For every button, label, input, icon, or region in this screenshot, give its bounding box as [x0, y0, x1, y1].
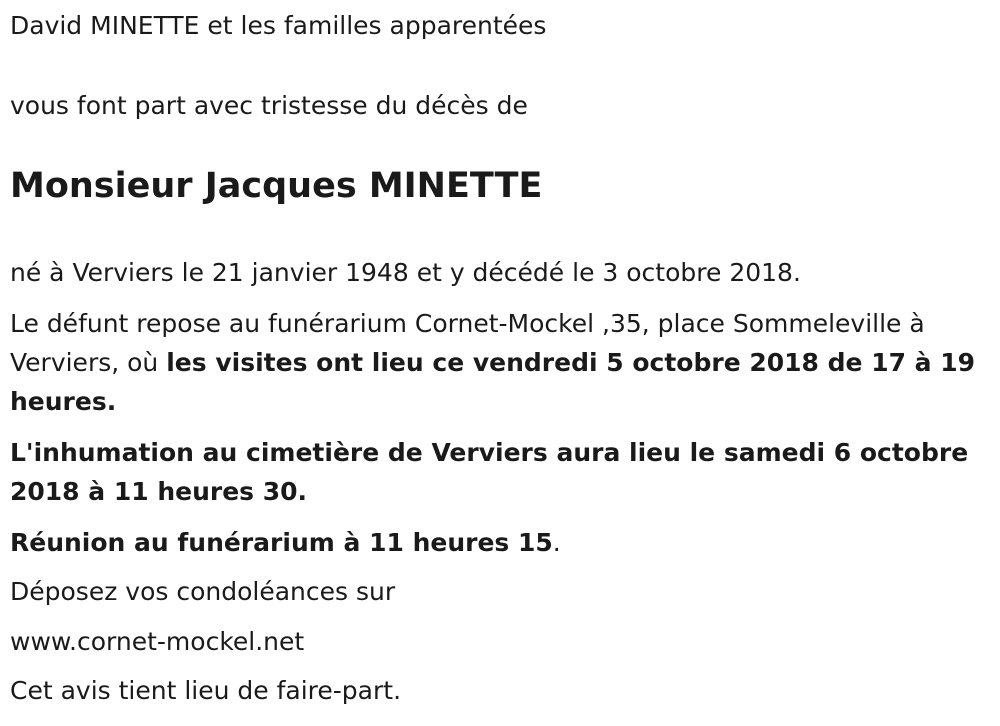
website-link[interactable]: www.cornet-mockel.net — [10, 627, 305, 656]
burial-paragraph: L'inhumation au cimetière de Verviers aura lieu le samedi 6 octobre 2018 à 11 heures 30. — [10, 438, 969, 506]
meeting-text: Réunion au funérarium à 11 heures 15 — [10, 528, 553, 557]
condolences-line: Déposez vos condoléances sur — [10, 577, 396, 606]
notice-line: Cet avis tient lieu de faire-part. — [10, 676, 402, 705]
rest-paragraph — [10, 304, 985, 421]
deceased-name: Monsieur Jacques MINETTE — [10, 166, 543, 206]
meeting-suffix: . — [552, 528, 561, 557]
visits-text: les visites ont lieu ce vendredi 5 octobre 2018 de 17 à 19 heures. — [10, 348, 976, 416]
announce-line: vous font part avec tristesse du décès de — [10, 91, 528, 120]
meeting-line — [10, 523, 985, 562]
birth-death-line: né à Verviers le 21 janvier 1948 et y décédé le 3 octobre 2018. — [10, 258, 801, 287]
rest-plain-text: Le défunt repose au funérarium Cornet-Mockel ,35, place Sommeleville à Verviers, où — [10, 309, 925, 377]
intro-line: David MINETTE et les familles apparentées — [10, 11, 547, 40]
